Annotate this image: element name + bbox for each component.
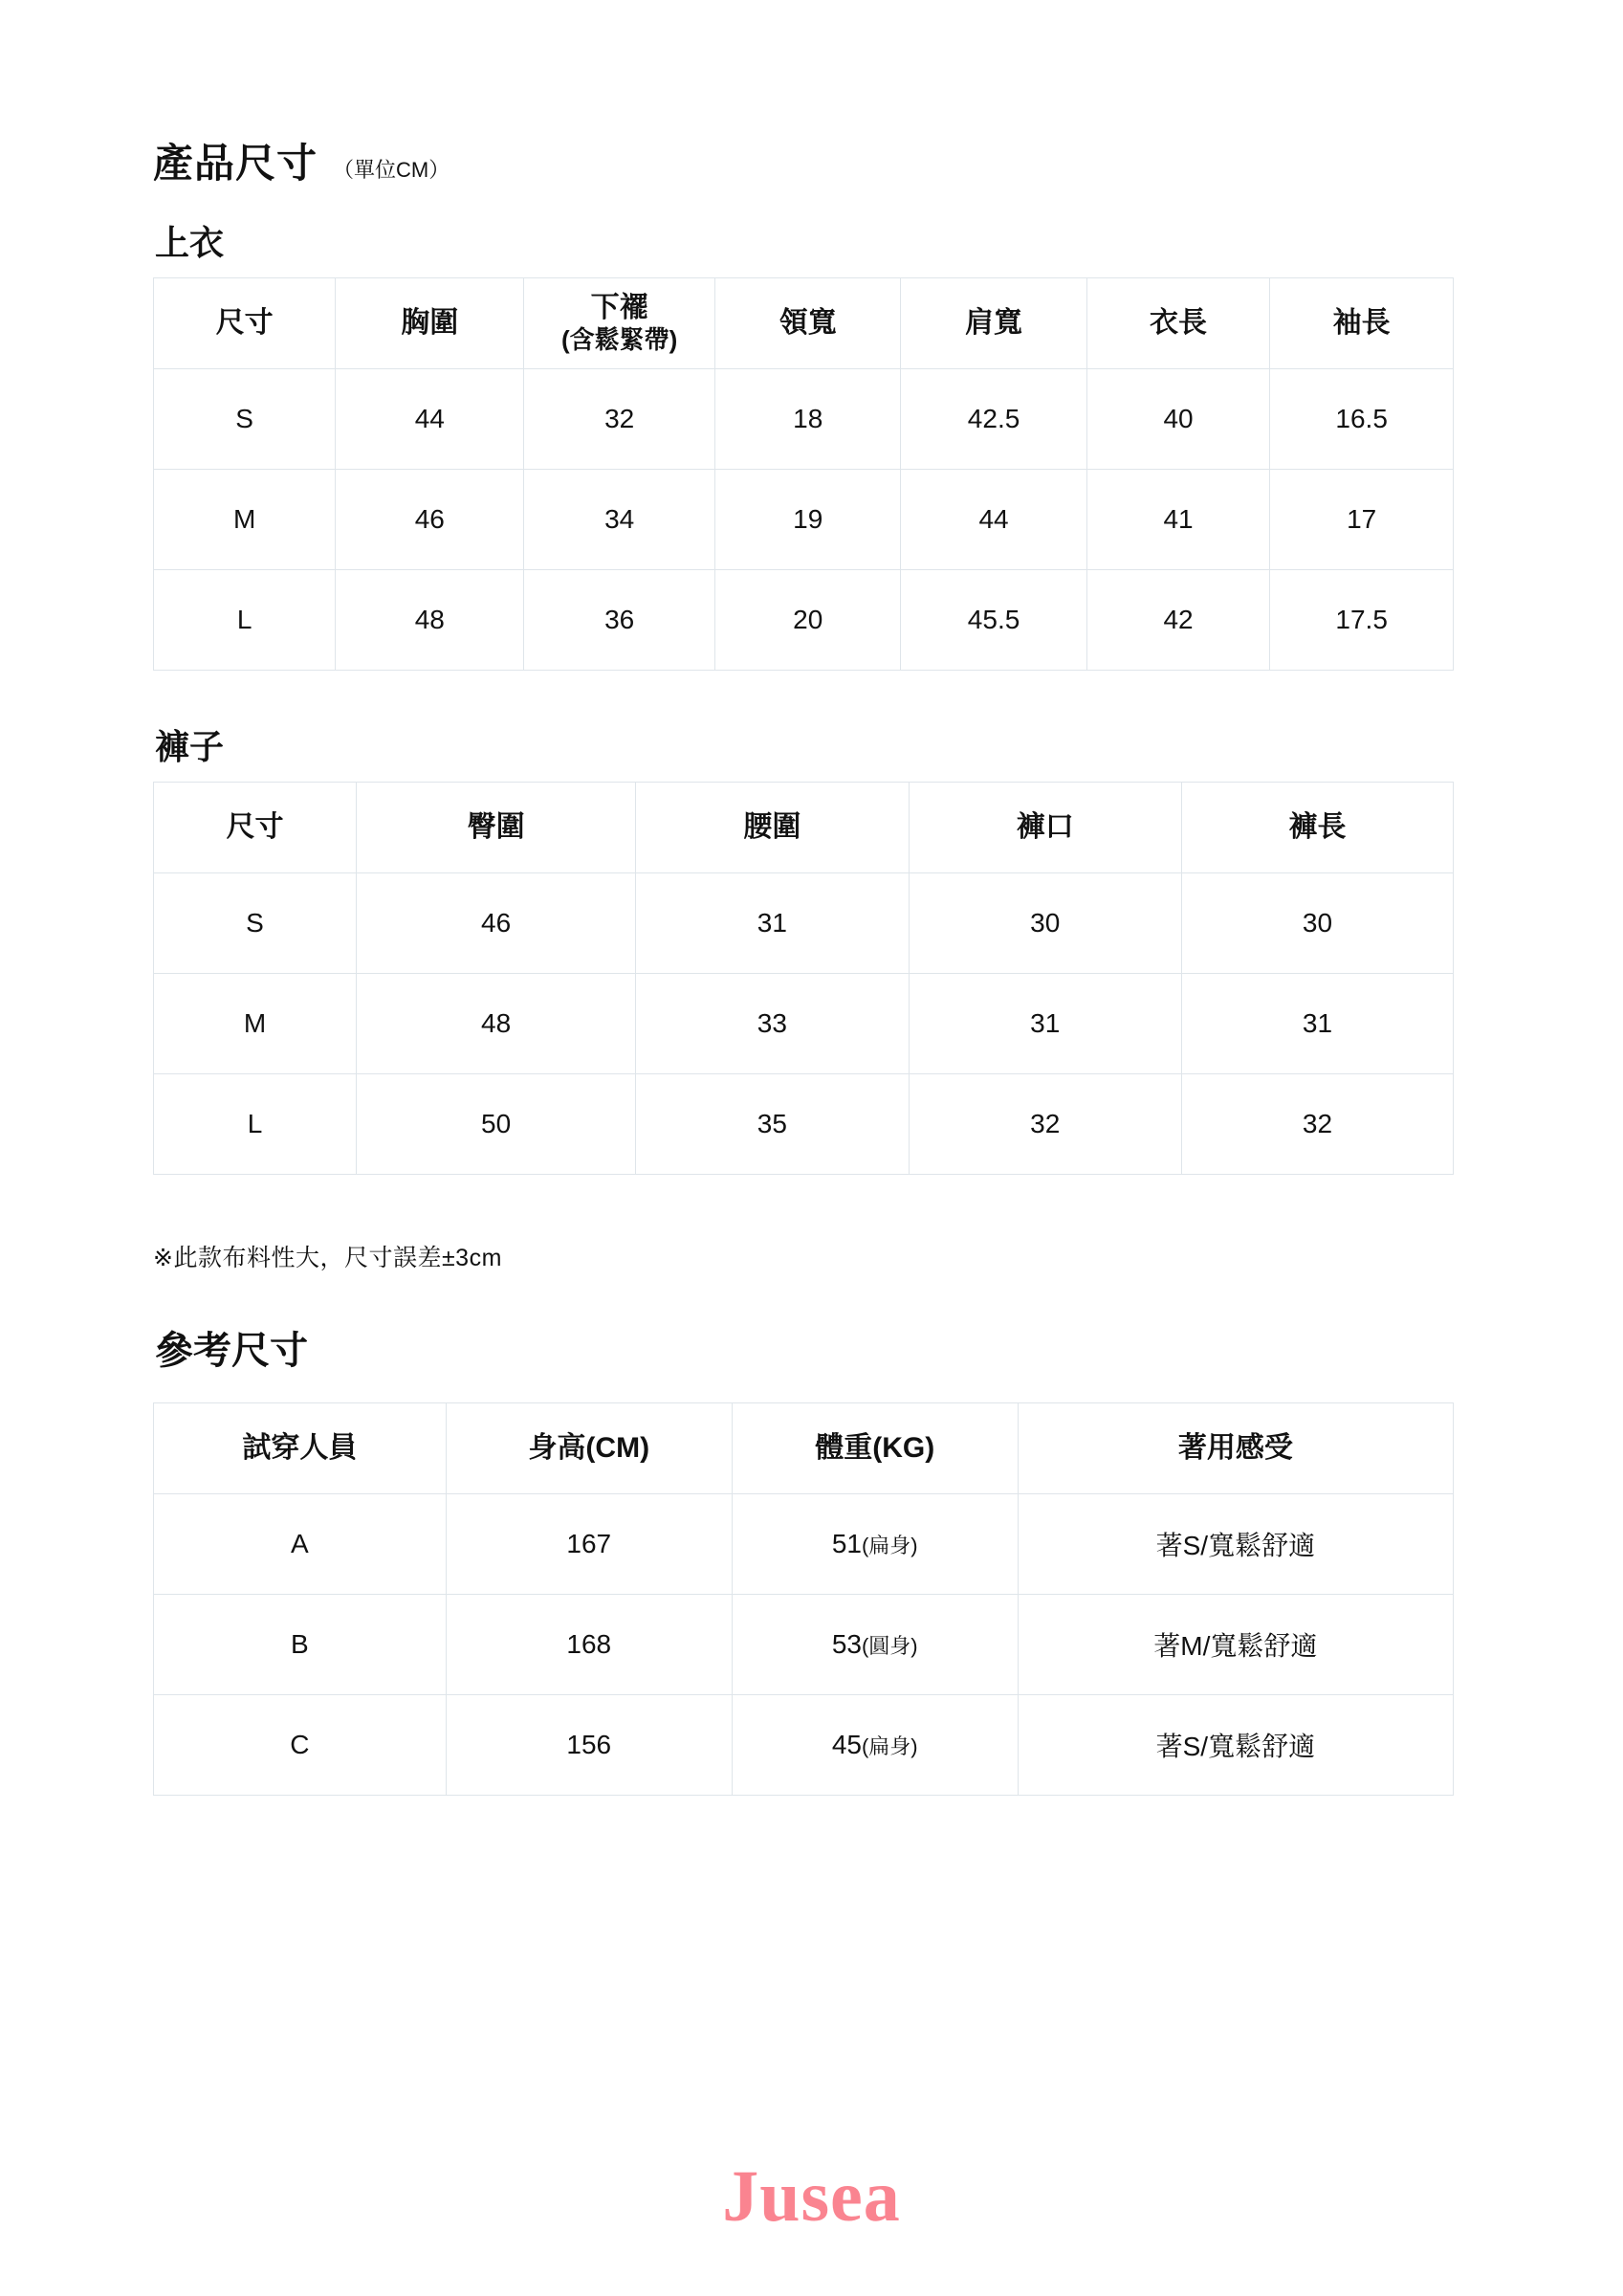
cell-chest: 44 xyxy=(336,369,524,470)
table-row xyxy=(154,470,1454,570)
spacer xyxy=(153,671,1454,730)
cell-wearing-feel: 著S/寬鬆舒適 xyxy=(1018,1494,1453,1595)
pants-section-label: 褲子 xyxy=(155,727,225,766)
cell-cuff: 30 xyxy=(909,873,1181,974)
table-header-row xyxy=(154,278,1454,369)
cell-size: L xyxy=(154,1074,357,1175)
cell-weight-note: (扁身) xyxy=(861,1534,918,1557)
cell-pant-length: 30 xyxy=(1181,873,1453,974)
cell-cuff: 32 xyxy=(909,1074,1181,1175)
cell-hem: 36 xyxy=(524,570,715,671)
tops-section-label: 上衣 xyxy=(155,223,225,262)
cell-wearing-feel: 著M/寬鬆舒適 xyxy=(1018,1595,1453,1695)
cell-weight-value: 53 xyxy=(831,1629,862,1659)
column-header-wearing-feel: 著用感受 xyxy=(1018,1403,1453,1494)
cell-size: L xyxy=(154,570,336,671)
column-header-shoulder xyxy=(901,278,1086,369)
brand-logo-text: Jusea xyxy=(722,2156,901,2237)
column-header-shoulder-text: 肩寬 xyxy=(965,307,1023,339)
column-header-chest-text: 胸圍 xyxy=(401,307,459,339)
table-row xyxy=(154,369,1454,470)
column-header-size-text: 尺寸 xyxy=(215,307,274,339)
cell-collar: 18 xyxy=(715,369,901,470)
cell-pant-length: 31 xyxy=(1181,974,1453,1074)
column-header-height: 身高(CM) xyxy=(446,1403,732,1494)
cell-weight xyxy=(732,1494,1018,1595)
table-row xyxy=(154,570,1454,671)
cell-fit-model: C xyxy=(154,1695,447,1796)
table-row xyxy=(154,1695,1454,1796)
cell-weight xyxy=(732,1695,1018,1796)
column-header-hip: 臀圍 xyxy=(357,783,636,873)
cell-waist: 35 xyxy=(636,1074,909,1175)
column-header-sleeve-text: 袖長 xyxy=(1332,307,1391,339)
cell-collar: 19 xyxy=(715,470,901,570)
cell-hip: 46 xyxy=(357,873,636,974)
column-header-sleeve xyxy=(1270,278,1454,369)
column-header-collar-text: 領寬 xyxy=(779,307,837,339)
table-row xyxy=(154,974,1454,1074)
cell-fit-model: B xyxy=(154,1595,447,1695)
table-row xyxy=(154,1494,1454,1595)
cell-size: M xyxy=(154,470,336,570)
column-header-hem-subtext: (含鬆緊帶) xyxy=(561,325,678,355)
cell-hem: 32 xyxy=(524,369,715,470)
cell-fit-model: A xyxy=(154,1494,447,1595)
table-header-row xyxy=(154,1403,1454,1494)
cell-waist: 31 xyxy=(636,873,909,974)
cell-size: M xyxy=(154,974,357,1074)
column-header-hem xyxy=(524,278,715,369)
fabric-tolerance-note: ※此款布料性大，尺寸誤差±3cm xyxy=(153,1245,502,1271)
cell-hip: 50 xyxy=(357,1074,636,1175)
table-header-row xyxy=(154,783,1454,873)
cell-shoulder: 45.5 xyxy=(901,570,1086,671)
table-row xyxy=(154,873,1454,974)
column-header-fit-model: 試穿人員 xyxy=(154,1403,447,1494)
cell-sleeve: 16.5 xyxy=(1270,369,1454,470)
cell-weight-value: 45 xyxy=(831,1730,862,1759)
page-title-unit: （單位CM） xyxy=(333,158,450,182)
column-header-length xyxy=(1086,278,1270,369)
cell-shoulder: 44 xyxy=(901,470,1086,570)
brand-logo xyxy=(0,2156,1623,2237)
cell-sleeve: 17.5 xyxy=(1270,570,1454,671)
page-title-text: 產品尺寸 xyxy=(153,141,318,186)
column-header-size: 尺寸 xyxy=(154,783,357,873)
page-content xyxy=(153,141,1454,1796)
cell-size: S xyxy=(154,369,336,470)
table-row xyxy=(154,1074,1454,1175)
cell-weight-note: (圓身) xyxy=(861,1634,918,1658)
cell-height: 167 xyxy=(446,1494,732,1595)
cell-hem: 34 xyxy=(524,470,715,570)
column-header-hem-text: 下襬 xyxy=(590,292,648,324)
reference-section-title: 參考尺寸 xyxy=(155,1330,308,1372)
cell-chest: 46 xyxy=(336,470,524,570)
spacer xyxy=(153,1175,1454,1244)
reference-size-table xyxy=(153,1402,1454,1796)
cell-height: 168 xyxy=(446,1595,732,1695)
cell-weight-value: 51 xyxy=(831,1529,862,1558)
cell-weight xyxy=(732,1595,1018,1695)
cell-hip: 48 xyxy=(357,974,636,1074)
cell-pant-length: 32 xyxy=(1181,1074,1453,1175)
cell-length: 42 xyxy=(1086,570,1270,671)
column-header-collar xyxy=(715,278,901,369)
pants-size-table xyxy=(153,782,1454,1175)
cell-length: 40 xyxy=(1086,369,1270,470)
cell-size: S xyxy=(154,873,357,974)
cell-shoulder: 42.5 xyxy=(901,369,1086,470)
column-header-length-text: 衣長 xyxy=(1150,307,1208,339)
page-title xyxy=(153,141,1454,186)
column-header-waist: 腰圍 xyxy=(636,783,909,873)
cell-chest: 48 xyxy=(336,570,524,671)
cell-waist: 33 xyxy=(636,974,909,1074)
column-header-chest xyxy=(336,278,524,369)
cell-weight-note: (扁身) xyxy=(861,1734,918,1758)
cell-cuff: 31 xyxy=(909,974,1181,1074)
column-header-pant-length: 褲長 xyxy=(1181,783,1453,873)
cell-wearing-feel: 著S/寬鬆舒適 xyxy=(1018,1695,1453,1796)
column-header-size xyxy=(154,278,336,369)
tops-size-table xyxy=(153,277,1454,671)
cell-collar: 20 xyxy=(715,570,901,671)
cell-sleeve: 17 xyxy=(1270,470,1454,570)
column-header-weight: 體重(KG) xyxy=(732,1403,1018,1494)
spacer xyxy=(153,1272,1454,1332)
table-row xyxy=(154,1595,1454,1695)
column-header-cuff: 褲口 xyxy=(909,783,1181,873)
cell-height: 156 xyxy=(446,1695,732,1796)
cell-length: 41 xyxy=(1086,470,1270,570)
